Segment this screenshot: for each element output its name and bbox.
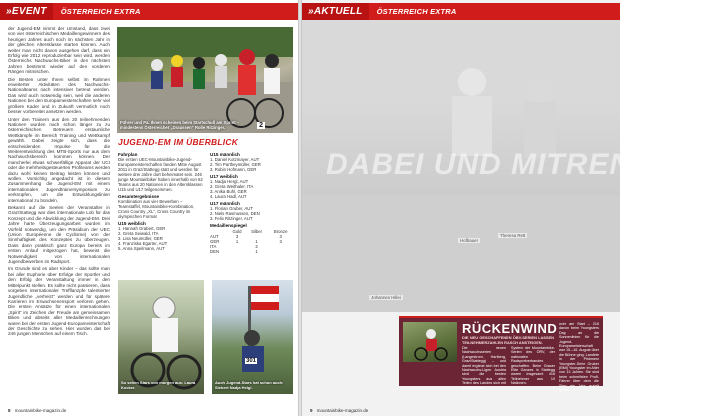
page-number: 8 [8, 408, 11, 413]
infobox-col-1 [118, 150, 204, 254]
result-line: 4. Franziska Egarter, AUT [118, 241, 168, 246]
right-page [302, 0, 709, 416]
photo-label: Johannes Hillei [371, 295, 401, 300]
result-line: 1. Nadja Hergl, AUT [210, 179, 249, 184]
medal-header-cell: Gold [232, 229, 242, 234]
photo-caption: So sehen Stars von morgen aus: Laura Kocker. [121, 380, 196, 391]
kid-rider-photo-2 [212, 280, 293, 394]
rueckenwind-boxout [399, 316, 603, 393]
infobox-title: JUGEND-EM IM ÜBERBLICK [118, 137, 239, 147]
medal-cell: 2 [255, 244, 258, 249]
photo-label: Hofbauer [460, 238, 479, 243]
right-header-bar [302, 3, 620, 20]
medal-header-cell: Bronze [273, 229, 288, 234]
section-tag-event [0, 3, 53, 20]
result-line: 3. Anika Buhl, GER [210, 189, 247, 194]
text-gesamt: Kombination aus vier Bewerben – Teamstaffel, Mountainbike-Kombination, Cross Country „XL“, Cross Country im olympischen Format [118, 199, 195, 219]
heading-u15w: U15 weiblich [118, 221, 146, 226]
medal-row [210, 249, 294, 254]
text-fahrplan: Die ersten UEC-Mountainbike-Jugend-Europameisterschaften fanden Mitte August 2011 in Graz/Stattegg statt und werden für weitere drei Jahre dort beheimatet sein. 246 junge Mountainbiker haben innerhalb von 62 Teams aus 20 Nationen in den Altersklassen U15 und U17 teilgenommen. [118, 157, 203, 192]
site-name: mountainbike-magazin.de [14, 408, 67, 413]
result-line: 2. Greta Seiwald, ITA [118, 231, 159, 236]
medal-cell [228, 249, 246, 254]
paragraph: der Jugend-EM nimmt der Umstand, dass zwei von vier österreichischen Medaillengewinnern des heurigen Jahres auch noch im nächsten Jahr in der gleichen Altersklasse starten können. Auch weiter man nicht davon ausgehen darf, dass ein Erfolg wie 2012 reproduzierbar sein wird, werden Österreichs Nachwuchs-Biker in den nächsten Jahren bestimmt wieder auf den vorderen Rängen mitmischen. [8, 26, 110, 75]
site-name: mountainbike-magazin.de [316, 408, 369, 413]
heading-fahrplan: Fahrplan [118, 152, 138, 157]
boxout-rider-illustration [403, 322, 457, 362]
result-line: 2. Tim Partheymüller, GER [210, 162, 261, 167]
medal-cell: DEN [210, 249, 220, 254]
kid-rider-photo-1 [118, 280, 204, 394]
page-number: 9 [310, 408, 313, 413]
boxout-text-col-1: Die neuen Nachwuchsserien (Langestrom, Hartberg, Graz/Stattegg) – und damit ergänzt sich bei den Nachwuchs-Ligen Austria sind die besten Youngsters aus allen Teilen des Landes sich mit ihren messen. [462, 346, 506, 390]
medal-cell: 3 [279, 239, 282, 244]
paragraph: Unter den Trainern aus den 20 teilnehmenden Nationen wurden nach schon länger zu zu österreichischen Betreuern erstaunliche Wettkämpfe im Bereich Training und Wettkampf gewählt. Dabei zeigte sich, dass die entscheidenden Impulse für die Weiterentwicklung des MTB-Sports nur aus dem Nachwuchsbereich kommen können. Der mancherlei etwas schwerfällige Apparat der UCI oder die mehrheitsgesteuerten Profiteams werden dazu wohl keinen Beitrag leisten können und wollen. Vorsichtig angedacht ist in diesem Zusammenhang die Jugend-EM mit einem internationalen Jugendtrainersymposium zu verknüpfen, um die Entwicklungslinien international zu bündeln. [8, 116, 110, 203]
result-line: 3. Felix Ritzinger, AUT [210, 216, 253, 221]
heading-u17w: U17 weiblich [210, 174, 238, 179]
bib-number: 2 [259, 122, 263, 129]
heading-u17m: U17 männlich [210, 201, 240, 206]
medal-cell: 1 [255, 249, 258, 254]
photo-caption: Führer und Pa. Ihnen scheinen beim Startschuß am Sprint – mindestens Österreicher „Draussen“ Rolle Ritzinger. [120, 120, 240, 130]
paragraph: Die Besten unter Ihnen selbst im Rahmen erweiterter Aktivitäten des Nachwuchs-Nationalteams nach intensiver betreut werden. Das wird auch notwendig sein, weil die anderen Nationen bei den Europameisterschaften sehr viel größere Kader und in Zukunft vermutlich noch besser vorbereitet ansetzen werden. [8, 76, 110, 115]
header-context: ÖSTERREICH EXTRA [376, 7, 457, 16]
boxout-text-col-3: over am Start – 216 davon beim Youngsters Day, an die Sonnenlinien für die Jugend-Europameisterschaft war 15.–16. August über die Bühne ging. Landete in der Pinkmerz Youngster-Serie Gruber (BMI) Youngster im Alter von 13 Jahren. Sie sind beim schnellsten Profi-Fahrer über dem die Sieg ein Jahr erzielt wurde. [559, 322, 599, 393]
infobox-col-2 [210, 150, 294, 254]
medal-cell: AUT [210, 234, 219, 239]
medal-cell: GER [210, 239, 220, 244]
medal-cell: 3 [235, 234, 239, 239]
overview-infobox [118, 137, 294, 275]
result-line: 1. Florian Gruber, AUT [210, 206, 253, 211]
result-line: 2. Greta Weithaler, ITA [210, 184, 254, 189]
left-header-bar [0, 3, 298, 20]
boxout-photo [403, 322, 457, 362]
rider-illustration [117, 27, 293, 133]
race-start-photo [117, 27, 293, 133]
medal-cell: 3 [279, 234, 282, 239]
result-line: 3. Lisa Neumüller, GER [118, 236, 163, 241]
medal-cell: ITA [210, 244, 217, 249]
ghost-headline: DABEI UND MITRENDINN [326, 148, 709, 181]
paragraph: Bekannt auf die Seelen der Veranstalter in Graz/Stattegg war dies internationale Lob für das Konzept und die Abwicklung der Jugend-EM. Drei Jahre harte Überzeugungsarbeit wurden im Vorfeld notwendig, um den Präsidium der UEC (Union Européenne de Cyclisme) von der Sinnhaftigkeit des Konzeptes zu überzeugen. Dass dann praktisch ganz Europa bereits im ersten Anlauf mitgezogen hat, beweist die Notwendigkeit von internationalen Jugendbewerben im Radsport. [8, 205, 110, 265]
section-label: AKTUELL [313, 6, 363, 17]
medal-cell [267, 249, 294, 254]
kid-rider-illustration [118, 280, 204, 394]
bib-number: 301 [246, 358, 257, 364]
result-line: 2. Niels Rasmussen, DEN [210, 211, 260, 216]
result-line: 1. Hannah Grabert, GER [118, 226, 166, 231]
boxout-subtitle: DIE NEU GESCHAFFENEN ÖBV-SERIEN LASSEN TEILNEHMERZAHLEN RASCH ANSTEIGEN. [462, 335, 554, 345]
heading-gesamt: Gesamtergebnisse [118, 194, 160, 199]
result-line: 3. Robin Hofmann, GER [210, 167, 257, 172]
boxout-title: RÜCKENWIND [462, 321, 558, 336]
medal-table [210, 229, 294, 254]
paragraph: Im Grunde sind es aber Kinder – das sollte man bei aller Euphorie über Erfolge der Sportler und den Erfolg der Veranstaltung immer in den Mittelpunkt stellen. Es sollte nicht passieren, dass vorgeben internationaler Trefflanzpfe talentierter Jugendliche „verheizt“ werden und für spätere Karrieren im Erwachsenensport verloren gehen. Die ersten Ansätze für einen internationalen „Spirit“ im Zeichen der Freude am gemeinsamen Biken und abseits aller Medaillenrechnungen waren bei der ersten Jugend-Europameisterschaft der Geschichte zu sehen. Hier wurden das bei 246 jungen Menschen auf einem Tisch. [8, 266, 110, 337]
section-tag-aktuell [302, 3, 369, 20]
header-context: ÖSTERREICH EXTRA [60, 7, 141, 16]
left-page [0, 0, 298, 416]
result-line: 4. Laura Hadl, AUT [210, 194, 247, 199]
boxout-text-col-2: System der Mountainbike-Serien des ÖRV, der nationalen Radsportverbandes geschaffen. Beim Graser Elite Ganzes in Stattegg waren insgesamt 416 Teilnehmer aus 10 Nationen. [511, 346, 555, 386]
medal-cell: 1 [255, 239, 258, 244]
heading-medals: Medaillenspiegel [210, 223, 247, 228]
article-column [8, 26, 110, 339]
page-folio [310, 408, 368, 413]
section-label: EVENT [11, 6, 47, 17]
medal-header-cell: Silber [251, 229, 263, 234]
page-folio [8, 408, 66, 413]
heading-u15m: U15 männlich [210, 152, 240, 157]
result-line: 1. Daniel Kotzmayer, AUT [210, 157, 260, 162]
photo-caption: Auch Jugend-Stars hat schon auch: Siebert Nadja Helgl. [215, 380, 284, 391]
chevron-icon: » [6, 6, 12, 17]
flag-rider-illustration [212, 280, 293, 394]
medal-cell: 1 [235, 239, 239, 244]
photo-label: Theresa Rett [500, 233, 526, 238]
result-line: 5. Anna Speilmann, AUT [118, 246, 165, 251]
background-photo [302, 20, 709, 312]
chevron-icon: » [308, 6, 314, 17]
